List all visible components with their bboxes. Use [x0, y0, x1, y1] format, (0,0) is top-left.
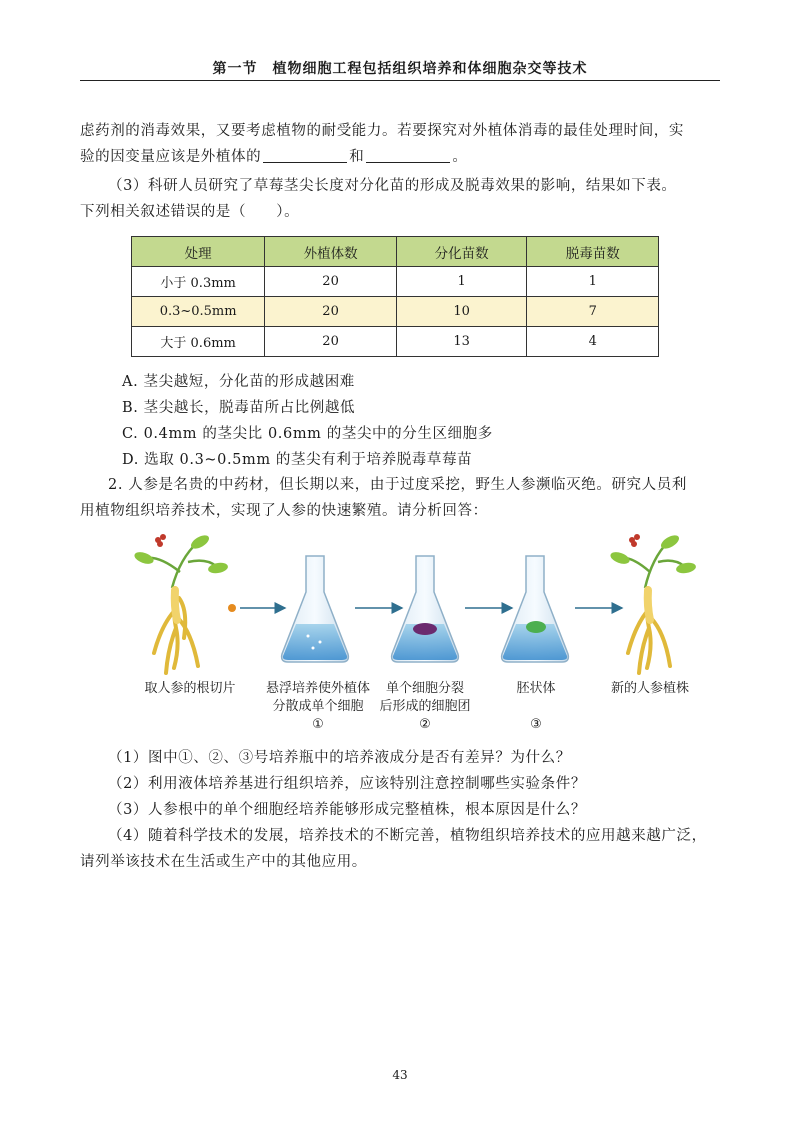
table-cell: 20 — [265, 297, 397, 327]
table-cell: 4 — [527, 327, 659, 357]
figure-drawing — [80, 528, 740, 678]
option-b[interactable]: B. 茎尖越长，脱毒苗所占比例越低 — [122, 400, 356, 416]
table-cell: 小于 0.3mm — [132, 267, 265, 297]
caption-label-3: ③ — [530, 717, 542, 732]
flask-1-icon — [282, 556, 349, 662]
header-rule — [80, 80, 720, 81]
caption-line: 后形成的细胞团 — [379, 699, 471, 714]
text-segment: 和 — [349, 149, 365, 165]
table-cell: 20 — [265, 327, 397, 357]
subquestion-2: （2）利用液体培养基进行组织培养，应该特别注意控制哪些实验条件？ — [108, 776, 586, 792]
question-2-line: 2. 人参是名贵的中药材，但长期以来，由于过度采挖，野生人参濒临灭绝。研究人员利 — [108, 477, 687, 493]
caption-label-2: ② — [419, 717, 431, 732]
question-2-line: 用植物组织培养技术，实现了人参的快速繁殖。请分析回答： — [80, 503, 488, 519]
subquestion-4: （4）随着科学技术的发展，培养技术的不断完善，植物组织培养技术的应用越来越广泛， — [108, 828, 707, 844]
flask-3-icon — [502, 556, 569, 662]
page-number: 43 — [392, 1068, 408, 1082]
option-a[interactable]: A. 茎尖越短，分化苗的形成越困难 — [122, 374, 355, 390]
table-header-row — [132, 237, 659, 267]
caption-line: 胚状体 — [516, 681, 556, 696]
question-3-stem: （3）科研人员研究了草莓茎尖长度对分化苗的形成及脱毒效果的影响，结果如下表。 — [108, 178, 677, 194]
caption-new-plant: 新的人参植株 — [610, 681, 689, 696]
answer-blank-2[interactable] — [366, 148, 450, 163]
flask-2-icon — [392, 556, 459, 662]
table-cell: 13 — [396, 327, 527, 357]
results-table — [131, 236, 659, 357]
table-cell: 1 — [396, 267, 527, 297]
caption-root-slice: 取人参的根切片 — [144, 681, 236, 696]
subquestion-4-continued: 请列举该技术在生活或生产中的其他应用。 — [80, 854, 367, 870]
text-segment: 验的因变量应该是外植体的 — [80, 149, 262, 165]
root-slice-icon — [228, 604, 236, 612]
table-header: 脱毒苗数 — [527, 237, 659, 267]
table-cell: 1 — [527, 267, 659, 297]
table-row — [132, 327, 659, 357]
embryoid-icon — [526, 621, 546, 633]
table-header: 分化苗数 — [396, 237, 527, 267]
question-3-prompt: 下列相关叙述错误的是（ ）。 — [80, 204, 300, 220]
caption-line: 单个细胞分裂 — [385, 681, 464, 696]
table-header: 外植体数 — [265, 237, 397, 267]
subquestion-3: （3）人参根中的单个细胞经培养能够形成完整植株，根本原因是什么？ — [108, 802, 586, 818]
subquestion-1: （1）图中①、②、③号培养瓶中的培养液成分是否有差异？为什么？ — [108, 750, 571, 766]
text-segment: 。 — [452, 149, 468, 165]
caption-label-1: ① — [312, 717, 324, 732]
caption-line: 悬浮培养使外植体 — [265, 681, 370, 696]
table-row — [132, 267, 659, 297]
paragraph-line-fill-blanks — [80, 145, 720, 169]
table-cell: 0.3~0.5mm — [132, 297, 265, 327]
table-cell: 7 — [527, 297, 659, 327]
option-d[interactable]: D. 选取 0.3~0.5mm 的茎尖有利于培养脱毒草莓苗 — [122, 452, 473, 468]
ginseng-root-icon — [133, 533, 236, 673]
option-c[interactable]: C. 0.4mm 的茎尖比 0.6mm 的茎尖中的分生区细胞多 — [122, 426, 493, 442]
table-cell: 10 — [396, 297, 527, 327]
caption-line: 分散成单个细胞 — [272, 699, 364, 714]
paragraph-line: 虑药剂的消毒效果，又要考虑植物的耐受能力。若要探究对外植体消毒的最佳处理时间，实 — [80, 123, 684, 139]
table-cell: 大于 0.6mm — [132, 327, 265, 357]
answer-blank-1[interactable] — [263, 148, 347, 163]
new-ginseng-plant-icon — [609, 533, 697, 673]
culture-process-figure — [80, 528, 740, 748]
page-header: 第一节 植物细胞工程包括组织培养和体细胞杂交等技术 — [212, 61, 588, 77]
table-row — [132, 297, 659, 327]
cell-cluster-icon — [413, 623, 437, 635]
table-header: 处理 — [132, 237, 265, 267]
table-cell: 20 — [265, 267, 397, 297]
